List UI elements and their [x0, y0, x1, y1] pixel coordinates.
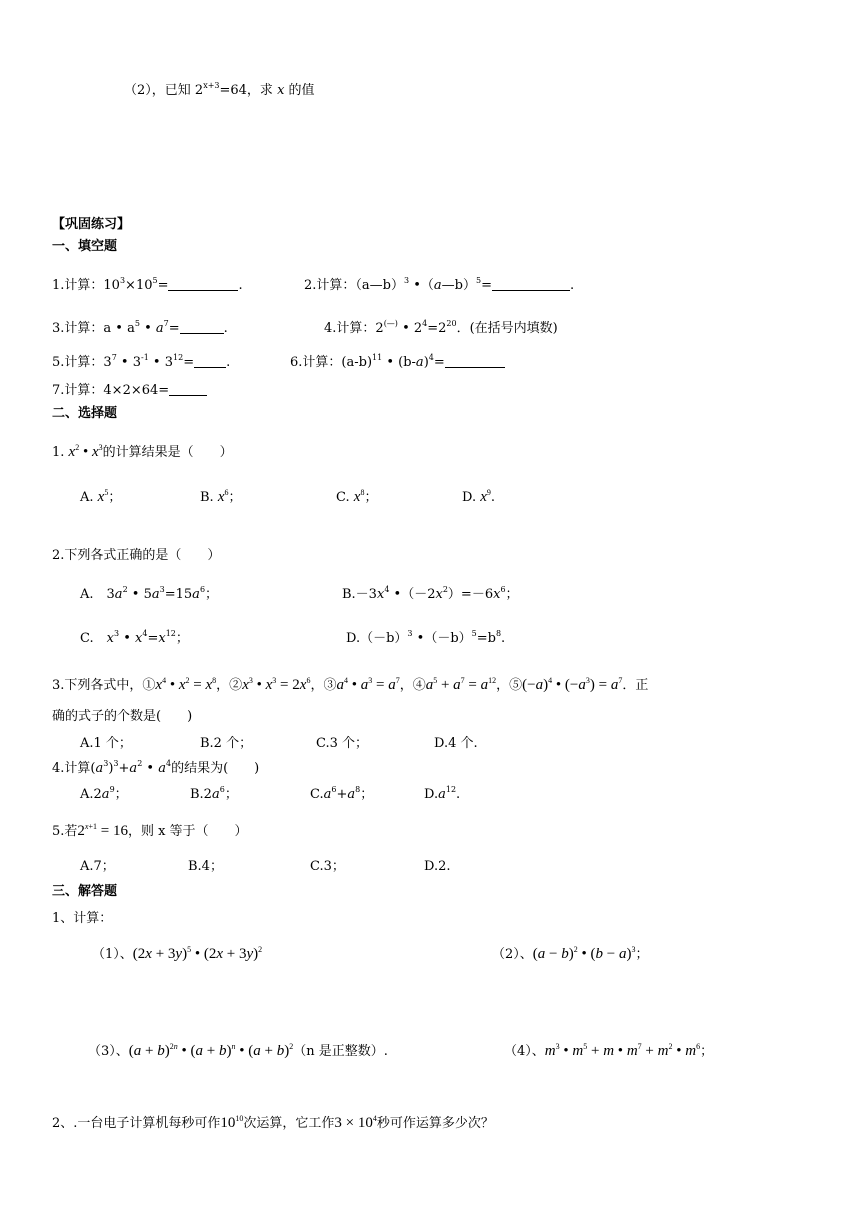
choice-q3: 3.下列各式中，$①x^4$ • $x^2 = x^8$，$②x^3$ • $x^3 = 2x^6$，$③a^4$ • $a^3 = a^7$，$④a^5 + a^7 = a^{12}$，$⑤(-a)^4$ • $(-a^3) = a^7$．正	[52, 676, 649, 693]
choice-q4-option-d: $D.a^{12}$.	[424, 785, 461, 802]
answer-q1-part4: （4）、$m^3$ • $m^5 + m$ • $m^7 + m^2$ • $m^6$；	[504, 1042, 714, 1059]
answer-q1-part2: （2）、$(a - b)^2$ • $(b - a)^3$；	[492, 945, 649, 962]
choice-q2-option-c: C. $x^3$ • $x^4=x^{12}$；	[80, 629, 189, 646]
fill-q7: 7.计算：4×2×64=	[52, 382, 207, 400]
choice-q3-option-b: B.2 个；	[200, 736, 253, 751]
choice-q3-option-d: D.4 个.	[434, 736, 478, 751]
choice-q4: 4.计算$(a^3)^3+a^2$ • $a^4$的结果为( )	[52, 759, 260, 776]
fill-q1: 1.计算：$10^3\times 10^5=$ .	[52, 276, 243, 293]
choice-section-header: 二、选择题	[52, 406, 118, 421]
choice-q1-option-c: C. $x^8$；	[336, 488, 378, 505]
choice-q2-option-d: $D.(-b)^3$ $•(-b)^5=b^8$.	[346, 629, 506, 646]
answer-q2: 2、.一台电子计算机每秒可作$10^{10}$次运算，它工作$3 \times 10^4$秒可作运算多少次？	[52, 1114, 494, 1131]
choice-q5-option-a: A.7；	[80, 859, 115, 874]
answer-q1-part3: （3）、$(a + b)^{2n}$ • $(a + b)^n$ • $(a + b)^2(n$ 是正整数）.	[88, 1042, 388, 1059]
choice-q5-option-d: D.2.	[424, 859, 451, 874]
choice-q1-option-a: A. $x^5$；	[80, 488, 122, 505]
choice-q4-option-b: $B.2a^6$；	[190, 785, 238, 802]
choice-q1: 1. $x^2$ • $x^3$的计算结果是（ ）	[52, 443, 233, 460]
choice-q1-option-b: B. $x^6$；	[200, 488, 242, 505]
choice-q2-option-b: $B.-3x^4$ $•(-2x^2)=-6x^6$；	[342, 585, 519, 602]
choice-q5: 5.若$2^{x+1} = 16$，则 x 等于（ ）	[52, 822, 248, 839]
choice-q3-line2: 确的式子的个数是( )	[52, 709, 193, 724]
choice-q4-option-a: $A.2a^9$；	[80, 785, 128, 802]
fill-section-header: 一、填空题	[52, 239, 118, 254]
intro-item-2: （2），已知 $2^{x+3}=64$，求 x 的值	[124, 81, 315, 98]
answer-q1-part1: （1）、$(2x + 3y)^5$ • $(2x + 3y)^2$	[92, 945, 263, 962]
choice-q1-option-d: D. $x^9$.	[462, 488, 496, 505]
fill-q4: 4.计算：2(—) • $2^4=2^{20}$．(在括号内填数)	[324, 319, 558, 336]
answer-q1: 1、计算：	[52, 911, 113, 926]
answer-section-header: 三、解答题	[52, 884, 118, 899]
choice-q3-option-c: C.3 个；	[316, 736, 369, 751]
fill-q3: 3.计算：a • $a^5$ • $a^7=$ .	[52, 319, 228, 336]
choice-q2: 2.下列各式正确的是（ ）	[52, 548, 221, 563]
choice-q5-option-c: C.3；	[310, 859, 345, 874]
fill-q5: 5.计算：$3^7$ • $3^{-1}$ • $3^{12}=$ .	[52, 353, 231, 370]
choice-q4-option-c: $C.a^6+a^8$；	[310, 785, 374, 802]
practice-header: 【巩固练习】	[52, 217, 131, 232]
choice-q2-option-a: A. $3a^2$ • $5a^3=15a^6$；	[80, 585, 219, 602]
choice-q3-option-a: A.1 个；	[80, 736, 132, 751]
choice-q5-option-b: B.4；	[188, 859, 223, 874]
fill-q6: 6.计算：$(a-b)^{11}$ • $(b-a)^4=$	[290, 354, 505, 372]
fill-q2: 2.计算：（a—b）$^3$ •（a—b）$^5$= .	[304, 276, 575, 293]
